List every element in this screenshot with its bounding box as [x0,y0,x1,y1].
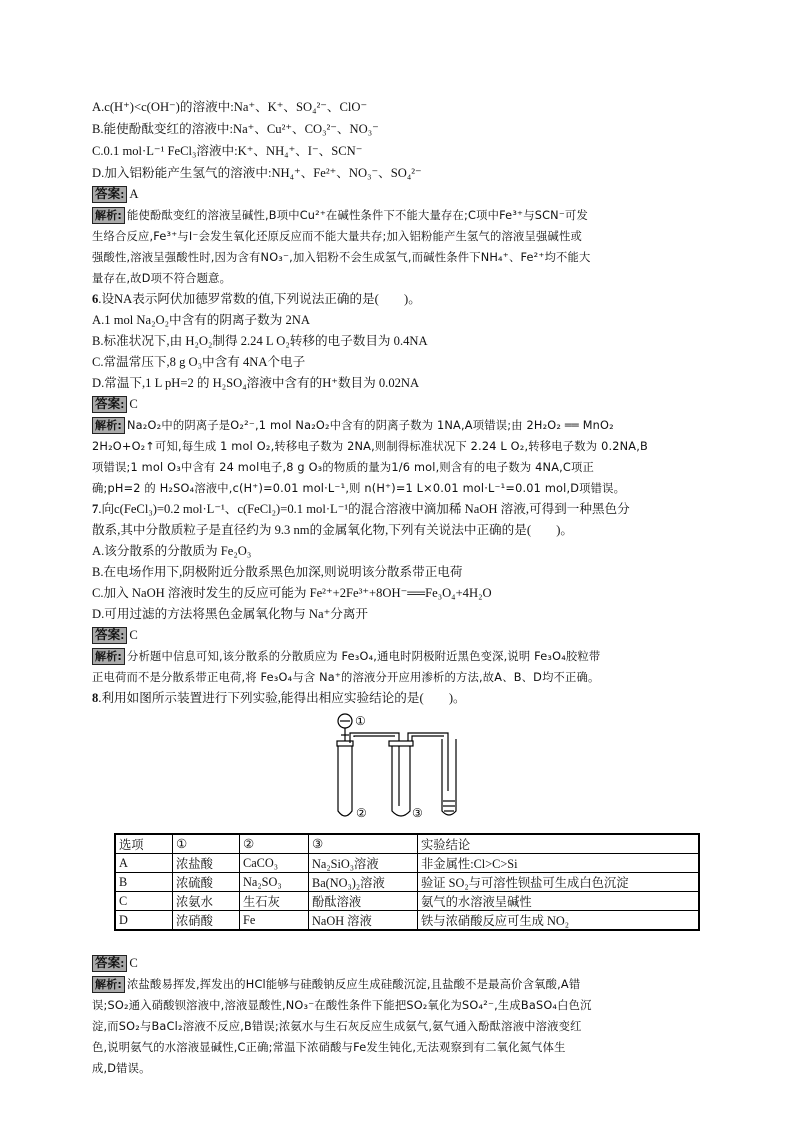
table-cell: 酚酞溶液 [309,892,418,911]
q7-option-d: D.可用过滤的方法将黑色金属氧化物与 Na⁺分离开 [92,607,369,621]
q6-explanation-line: 项错误;1 mol O₃中含有 24 mol电子,8 g O₃的物质的量为1/6 mol,则含有的电子数为 4NA,C项正 [92,461,594,474]
explanation-text: Na₂O₂中的阴离子是O₂²⁻,1 mol Na₂O₂中含有的阴离子数为 1NA,A项错误;由 2H₂O₂ ══ MnO₂ [127,419,614,432]
q7-explanation-line [92,646,704,667]
question-text: .利用如图所示装置进行下列实验,能得出相应实验结论的是( )。 [98,691,466,705]
answer-value: C [129,397,138,411]
q6-answer [92,394,704,415]
table-cell: Na₂SiO₃溶液 [309,854,418,873]
apparatus-diagram [92,711,704,831]
label-2: ② [356,806,367,820]
table-cell: D [115,911,173,931]
table-cell: Fe [240,911,309,931]
q5-answer [92,184,704,205]
explanation-text: 分析题中信息可知,该分散系的分散质应为 Fe₃O₄,通电时阴极附近黑色变深,说明 Fe₃O₄胶粒带 [127,650,601,663]
q5-option-d: D.加入铝粉能产生氢气的溶液中:NH₄⁺、Fe²⁺、NO₃⁻、SO₄²⁻ [92,166,422,180]
explanation-text: 浓盐酸易挥发,挥发出的HCl能够与硅酸钠反应生成硅酸沉淀,且盐酸不是最高价含氧酸,A错 [127,978,581,991]
question-number: 7 [92,502,99,516]
q8-explanation-line: 误;SO₂通入硝酸钡溶液中,溶液显酸性,NO₃⁻在酸性条件下能把SO₂氧化为SO₄²⁻,生成BaSO₄白色沉 [92,999,592,1012]
table-cell: 浓氨水 [173,892,240,911]
q8-explanation-line: 淀,而SO₂与BaCl₂溶液不反应,B错误;浓氨水与生石灰反应生成氨气,氨气通入酚酞溶液中溶液变红 [92,1020,582,1033]
table-cell: 浓硝酸 [173,911,240,931]
answer-badge: 答案: [92,396,127,413]
table-cell: CaCO₃ [240,854,309,873]
explanation-badge: 解析: [92,648,125,665]
table-cell: 浓硫酸 [173,873,240,892]
q8-explanation-line: 成,D错误。 [92,1062,151,1075]
q6-option-a: A.1 mol Na₂O₂中含有的阴离子数为 2NA [92,313,310,327]
answer-value: A [129,187,139,201]
table-cell: NaOH 溶液 [309,911,418,931]
q6-option-c: C.常温常压下,8 g O₃中含有 4NA个电子 [92,355,306,369]
q5-explanation-line: 量存在,故D项不符合题意。 [92,272,232,285]
table-cell: 浓盐酸 [173,854,240,873]
q5-option-a: A.c(H⁺)<c(OH⁻)的溶液中:Na⁺、K⁺、SO₄²⁻、ClO⁻ [92,100,368,114]
table-cell: 非金属性:Cl>C>Si [418,854,700,873]
table-cell: A [115,854,173,873]
q6-option-b: B.标准状况下,由 H₂O₂制得 2.24 L O₂转移的电子数目为 0.4NA [92,334,428,348]
q5-explanation-line: 生络合反应,Fe³⁺与I⁻会发生氧化还原反应而不能大量共存;加入铝粉能产生氢气的溶液呈强碱性或 [92,230,582,243]
table-header: ① [173,834,240,854]
question-text: .向c(FeCl₃)=0.2 mol·L⁻¹、c(FeCl₂)=0.1 mol·L⁻¹的混合溶液中滴加稀 NaOH 溶液,可得到一种黑色分 [98,502,630,516]
q6-option-d: D.常温下,1 L pH=2 的 H₂SO₄溶液中含有的H⁺数目为 0.02NA [92,376,420,390]
table-header: 选项 [115,834,173,854]
explanation-badge: 解析: [92,207,125,224]
q5-option-c: C.0.1 mol·L⁻¹ FeCl₃溶液中:K⁺、NH₄⁺、I⁻、SCN⁻ [92,144,363,158]
question-text: .设NA表示阿伏加德罗常数的值,下列说法正确的是( )。 [98,292,421,306]
options-table [114,833,700,931]
test-tube-2 [389,741,413,816]
q6-stem [92,289,704,310]
question-number: 8 [92,691,99,705]
table-cell: Ba(NO₃)₂溶液 [309,873,418,892]
table-row [115,892,699,911]
table-cell: C [115,892,173,911]
table-header: ③ [309,834,418,854]
table-header-row [115,834,699,854]
answer-badge: 答案: [92,627,127,644]
q8-explanation-line: 色,说明氨气的水溶液显碱性,C正确;常温下浓硝酸与Fe发生钝化,无法观察到有二氧化氮气体生 [92,1041,566,1054]
q7-option-c: C.加入 NaOH 溶液时发生的反应可能为 Fe²⁺+2Fe³⁺+8OH⁻══Fe₃O₄+4H₂O [92,586,492,600]
answer-badge: 答案: [92,955,127,972]
q7-option-a: A.该分散系的分散质为 Fe₂O₃ [92,544,252,558]
table-cell: 铁与浓硝酸反应可生成 NO₂ [418,911,700,931]
table-header: 实验结论 [418,834,700,854]
q7-answer [92,625,704,646]
test-tube-1 [337,737,353,816]
explanation-text: 能使酚酞变红的溶液呈碱性,B项中Cu²⁺在碱性条件下不能大量存在;C项中Fe³⁺与SCN⁻可发 [127,209,588,222]
table-cell: 氨气的水溶液呈碱性 [418,892,700,911]
table-header: ② [240,834,309,854]
answer-value: C [129,956,138,970]
table-cell: 验证 SO₂与可溶性钡盐可生成白色沉淀 [418,873,700,892]
q8-explanation-line [92,974,704,995]
q6-explanation-line: 确;pH=2 的 H₂SO₄溶液中,c(H⁺)=0.01 mol·L⁻¹,则 n(H⁺)=1 L×0.01 mol·L⁻¹=0.01 mol,D项错误。 [92,482,626,495]
label-3: ③ [412,806,423,820]
table-row [115,873,699,892]
explanation-badge: 解析: [92,976,125,993]
q7-stem [92,499,704,520]
explanation-badge: 解析: [92,417,125,434]
table-row [115,911,699,931]
q5-option-b: B.能使酚酞变红的溶液中:Na⁺、Cu²⁺、CO₃²⁻、NO₃⁻ [92,122,379,136]
answer-badge: 答案: [92,186,127,203]
q6-explanation-line: 2H₂O+O₂↑可知,每生成 1 mol O₂,转移电子数为 2NA,则制得标准状况下 2.24 L O₂,转移电子数为 0.2NA,B [92,440,648,453]
q8-answer [92,953,704,974]
q5-explanation-line [92,205,704,226]
spacer [92,931,704,953]
table-row [115,854,699,873]
q5-explanation-line: 强酸性,溶液呈强酸性时,因为含有NO₃⁻,加入铝粉不会生成氢气,而碱性条件下NH₄⁺、Fe²⁺均不能大 [92,251,591,264]
q7-option-b: B.在电场作用下,阴极附近分散系黑色加深,则说明该分散系带正电荷 [92,565,463,579]
test-tube-3 [442,739,456,815]
q7-explanation-line: 正电荷而不是分散系带正电荷,将 Fe₃O₄与含 Na⁺的溶液分开应用渗析的方法,故A、B、D均不正确。 [92,671,600,684]
q7-stem-continued: 散系,其中分散质粒子是直径约为 9.3 nm的金属氧化物,下列有关说法中正确的是( )。 [92,523,574,537]
worksheet-page [92,96,704,1079]
question-number: 6 [92,292,99,306]
table-cell: Na₂SO₃ [240,873,309,892]
q8-stem [92,688,704,709]
q6-explanation-line [92,415,704,436]
label-1: ① [355,714,366,728]
table-cell: B [115,873,173,892]
table-cell: 生石灰 [240,892,309,911]
answer-value: C [129,628,138,642]
apparatus-drawing [92,711,704,831]
